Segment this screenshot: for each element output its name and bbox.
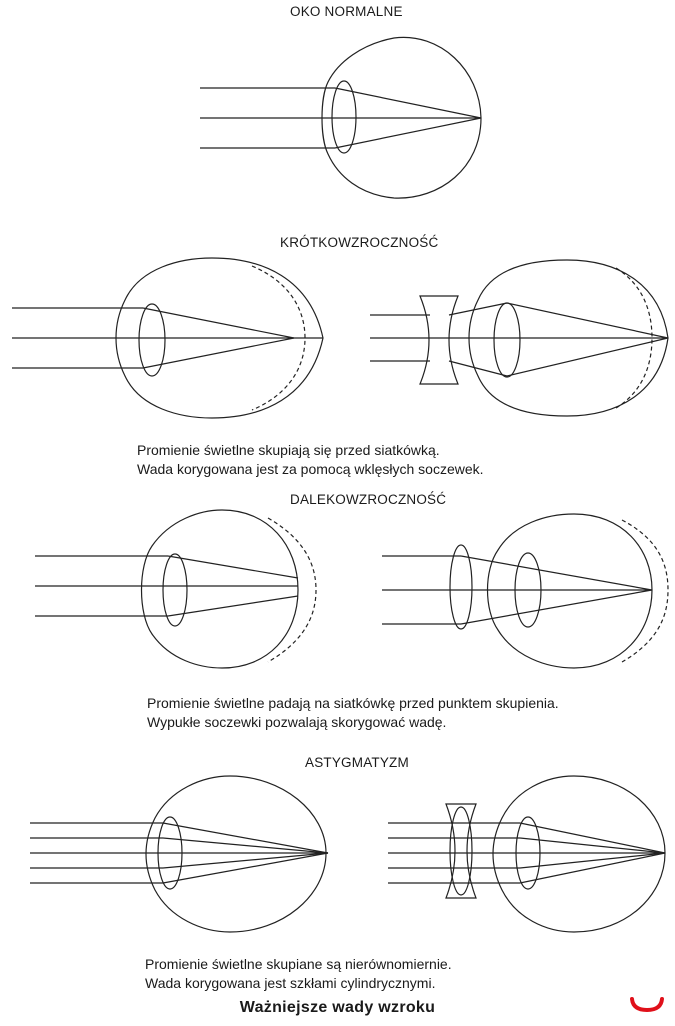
astigmatism-eye-outline: [146, 776, 326, 932]
heading-astigmatism: ASTYGMATYZM: [305, 755, 409, 770]
astigmatism-ray-refracted: [163, 823, 328, 853]
caption-hyperopia-line1: Promienie świetlne padają na siatkówkę przed punktem skupienia.: [147, 695, 559, 711]
caption-astigmatism-line2: Wada korygowana jest szkłami cylindrycznymi.: [145, 975, 436, 991]
astigmatism-ray-refracted: [163, 853, 328, 883]
hyperopia-eye-diagram: [35, 510, 316, 668]
hyperopia-corrected-eye-outline: [488, 514, 653, 668]
caption-myopia-line2: Wada korygowana jest za pomocą wklęsłych soczewek.: [137, 461, 484, 477]
astigmatism-corrected-diagram: [388, 776, 665, 932]
normal-ray-refracted: [335, 118, 481, 148]
myopia-ray-refracted: [143, 338, 294, 368]
astigmatism-ray-refracted: [163, 853, 328, 868]
normal-eye-diagram: [200, 37, 481, 198]
myopia-eye-lens: [139, 304, 165, 376]
corrected-ray-refracted: [507, 303, 668, 338]
hyperopia-eye-outline: [142, 510, 299, 668]
heading-myopia: KRÓTKOWZROCZNOŚĆ: [280, 235, 439, 250]
myopia-ray-refracted: [143, 308, 294, 338]
corrected-ray-refracted: [520, 853, 665, 868]
corrected-ray-refracted: [507, 338, 668, 376]
normal-ray-refracted: [335, 88, 481, 118]
heading-hyperopia: DALEKOWZROCZNOŚĆ: [290, 492, 447, 507]
myopia-corrected-eye-lens: [494, 303, 520, 377]
cylindrical-lens-convex: [450, 807, 472, 895]
myopia-eye-diagram: [12, 258, 323, 418]
hyperopia-normal-retina-dashed: [268, 518, 316, 662]
corrected-ray-refracted: [520, 853, 665, 883]
caption-astigmatism-line1: Promienie świetlne skupiane są nierównomiernie.: [145, 956, 452, 972]
corrected-ray-converging: [461, 556, 652, 590]
concave-lens: [420, 296, 458, 384]
heading-normal-eye: OKO NORMALNE: [290, 4, 403, 19]
astigmatism-ray-refracted: [163, 838, 328, 853]
corrected-ray-refracted: [520, 823, 665, 853]
astigmatism-corrected-eye-outline: [493, 776, 665, 932]
caption-hyperopia-line2: Wypukłe soczewki pozwalają skorygować wadę.: [147, 714, 447, 730]
myopia-corrected-diagram: [370, 260, 668, 416]
hyperopia-ray-refracted: [168, 596, 298, 616]
astigmatism-eye-diagram: [30, 776, 328, 932]
hyperopia-ray-refracted: [168, 556, 298, 578]
corrected-ray-converging: [461, 590, 652, 624]
hyperopia-corrected-diagram: [382, 514, 668, 668]
figure-title: Ważniejsze wady wzroku: [239, 999, 436, 1016]
corrected-ray-refracted: [520, 838, 665, 853]
caption-myopia-line1: Promienie świetlne skupiają się przed siatkówką.: [137, 442, 440, 458]
